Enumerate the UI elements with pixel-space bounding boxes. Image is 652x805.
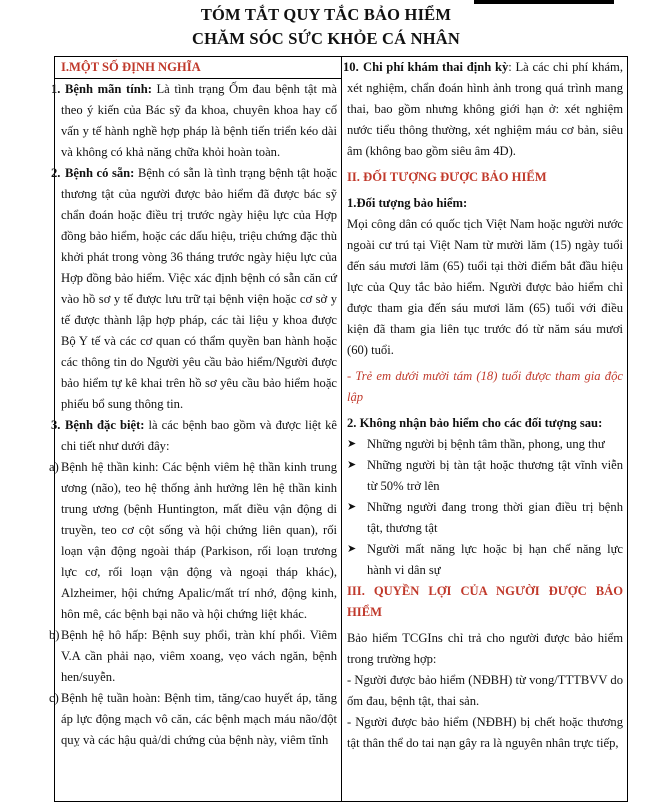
section-definitions-heading: I.MỘT SỐ ĐỊNH NGHĨA — [55, 57, 341, 79]
special-disease-item-b — [49, 625, 337, 688]
benefit-item: - Người được bảo hiểm (NĐBH) từ vong/TTTBVV do ốm đau, bệnh tật, thai sản. — [347, 673, 623, 708]
item-text: Bệnh hệ hô hấp: Bệnh suy phổi, tràn khí phổi. Viêm V.A cần phải nạo, viêm xoang, vẹo vách ngăn, bệnh hen/suyễn. — [61, 628, 337, 684]
definition-label: Bệnh mãn tính: — [65, 82, 152, 96]
children-note: - Trẻ em dưới mười tám (18) tuổi được tham gia độc lập — [347, 369, 623, 404]
item-marker: a) — [49, 460, 59, 474]
excluded-item-text: Người mất năng lực hoặc bị hạn chế năng lực hành vi dân sự — [367, 542, 623, 577]
top-edge-bar — [474, 0, 614, 4]
definition-label: Bệnh đặc biệt: — [65, 418, 145, 432]
item-text: Bệnh hệ thần kinh: Các bệnh viêm hệ thần kinh trung ương (não), teo hệ thống ảnh hưởng lên hệ thần kinh trung ương (bệnh Huntington, mất điều vận động di truyền, teo cơ cột sống và hội chứng liên quan), rối loạn vận động ngoài tháp (Parkison, rối loạn trương lực cơ, rối loạn vận động và ngoại tháp khác), Alzheimer, hội chứng Apalic/mất trí nhớ, động kinh, hôn mê, các bệnh bại não và hội chứng liệt khác. — [61, 460, 337, 621]
excluded-item-text: Những người bị bệnh tâm thần, phong, ung thư — [367, 437, 605, 451]
definition-label: Bệnh có sẵn: — [65, 166, 135, 180]
insured-subject-title: 1.Đối tượng bảo hiểm: — [347, 196, 468, 210]
definition-label: Chi phí khám thai định kỳ — [363, 60, 509, 74]
arrow-bullet-icon: ➤ — [347, 543, 357, 555]
excluded-item — [347, 434, 623, 455]
definition-preexisting-disease — [51, 163, 337, 415]
benefit-item: - Người được bảo hiểm (NĐBH) bị chết hoặc thương tật thân thể do tai nạn gây ra là nguyên nhân trực tiếp, — [347, 715, 623, 750]
section-insured-heading: II. ĐỐI TƯỢNG ĐƯỢC BẢO HIỂM — [347, 170, 547, 184]
excluded-item — [347, 455, 623, 497]
excluded-item-text: Những người bị tàn tật hoặc thương tật vĩnh viễn từ 50% trở lên — [367, 458, 623, 493]
column-divider — [341, 57, 342, 801]
definition-special-disease — [51, 415, 338, 457]
definition-number: 10. — [343, 60, 359, 74]
arrow-bullet-icon: ➤ — [347, 438, 357, 450]
two-column-frame — [49, 56, 628, 802]
insured-subject-text: Mọi công dân có quốc tịch Việt Nam hoặc người nước ngoài cư trú tại Việt Nam từ mười lăm (15) ngày tuổi đến sáu mươi lăm (65) tuổi tại thời điểm bắt đầu hiệu lực của Quy tắc bảo hiểm. Người được bảo hiểm chỉ được tham gia đến sáu mươi lăm (65) tuổi với điều kiện đã tham gia liên tục trước đó từ năm sáu mươi (60) tuổi. — [347, 217, 623, 357]
right-column — [343, 57, 624, 754]
excluded-item — [347, 497, 623, 539]
definition-text: Là tình trạng Ốm đau bệnh tật mà theo ý kiến của Bác sỹ đa khoa, chuyên khoa hay cố vấn y tế hành nghề hợp pháp là bệnh tiến triển kéo dài và không có khả năng chữa khỏi hoàn toàn. — [61, 82, 337, 159]
arrow-bullet-icon: ➤ — [347, 501, 357, 513]
arrow-bullet-icon: ➤ — [347, 459, 357, 471]
definition-text: : Là các chi phí khám, xét nghiệm, chẩn đoán hình ảnh trong quá trình mang thai, bao gồm nhưng không giới hạn ở: xét nghiệm nước tiểu thông thường, xét nghiệm máu cơ bản, siêu âm (không bao gồm siêu âm 4D). — [347, 60, 624, 158]
special-disease-item-c — [49, 688, 337, 751]
special-disease-item-a — [49, 457, 337, 625]
item-marker: c) — [49, 691, 59, 705]
definition-text: là các bệnh bao gồm và được liệt kê chi tiết như dưới đây: — [61, 418, 338, 453]
definition-prenatal-checkup — [343, 57, 624, 162]
excluded-item — [347, 539, 623, 581]
definition-number: 1. — [51, 82, 61, 96]
document-title: TÓM TẮT QUY TẮC BẢO HIỂM — [200, 5, 452, 24]
benefits-intro: Bảo hiểm TCGIns chỉ trả cho người được bảo hiểm trong trường hợp: — [347, 631, 623, 666]
excluded-subjects-title: 2. Không nhận bảo hiểm cho các đối tượng sau: — [347, 416, 603, 430]
definition-chronic-disease — [51, 79, 337, 163]
item-marker: b) — [49, 628, 60, 642]
definition-number: 2. — [51, 166, 61, 180]
definition-number: 3. — [51, 418, 61, 432]
document-subtitle: CHĂM SÓC SỨC KHỎE CÁ NHÂN — [192, 29, 460, 48]
definition-text: Bệnh có sẵn là tình trạng bệnh tật hoặc thương tật của người được bảo hiểm đã được bác sỹ chẩn đoán hoặc điều trị trước ngày hiệu lực của Hợp đồng bảo hiểm, hoặc các dấu hiệu, triệu chứng đặc thù khởi phát trong vòng 36 tháng trước ngày hiệu lực của Hợp đồng bảo hiểm. Việc xác định bệnh có sẵn căn cứ vào hồ sơ y tế được lưu trữ tại bệnh viện hoặc cơ sở y tế được thành lập hợp pháp, các tài liệu y khoa được Bộ Y tế và các cơ quan có thẩm quyền ban hành hoặc các thông tin do Người yêu cầu bảo hiểm/Người được bảo hiểm tự kê khai trên hồ sơ yêu cầu bảo hiểm hoặc phiếu bổ sung thông tin. — [61, 166, 337, 411]
section-benefits-heading: III. QUYỀN LỢI CỦA NGƯỜI ĐƯỢC BẢO HIỂM — [347, 584, 623, 619]
excluded-item-text: Những người đang trong thời gian điều trị bệnh tật, thương tật — [367, 500, 623, 535]
item-text: Bệnh hệ tuần hoàn: Bệnh tim, tăng/cao huyết áp, tăng áp lực động mạch vô căn, các bệnh mạch máu não/đột quỵ và các hậu quả/di chứng của bệnh này, viêm tĩnh — [61, 691, 337, 747]
left-column — [49, 57, 338, 751]
